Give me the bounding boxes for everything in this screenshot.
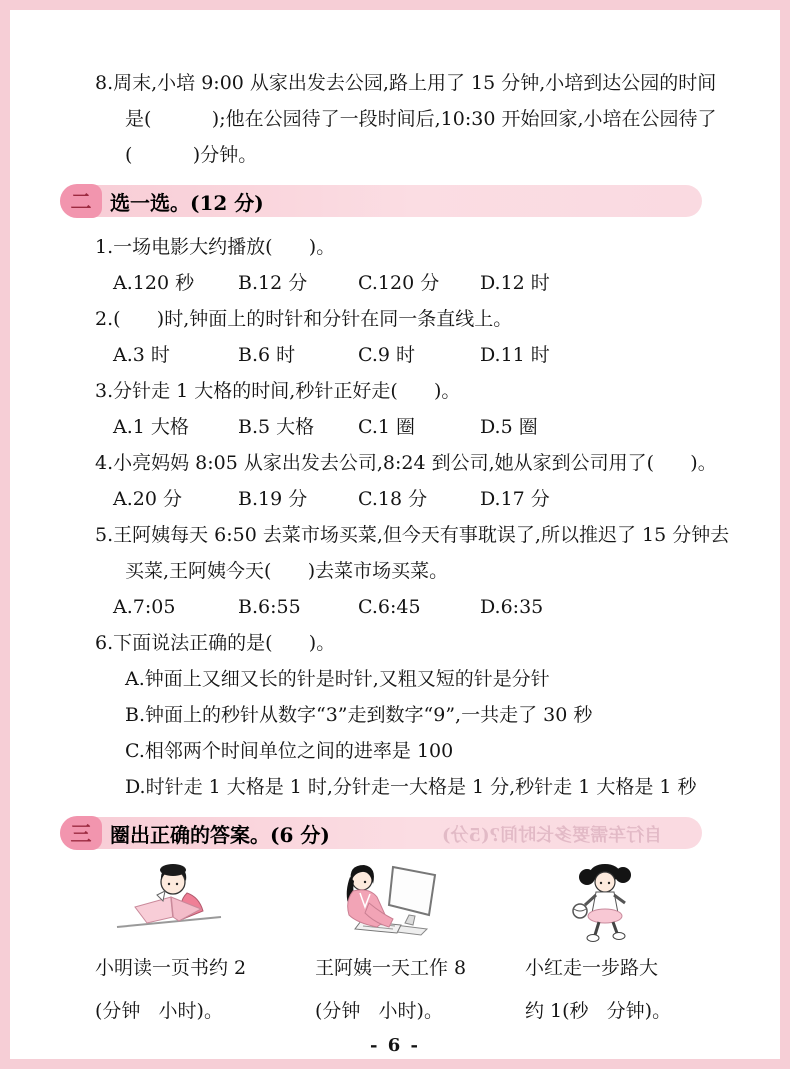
circle-item-3-caption-line-2: 约 1(秒 分钟)。 (525, 1000, 672, 1022)
option-c: C.18 分 (358, 488, 428, 510)
option-c: C.9 时 (358, 344, 416, 366)
question-5-options (113, 589, 780, 625)
option-a: A.7:05 (113, 596, 176, 618)
question-3-stem: 3.分针走 1 大格的时间,秒针正好走( )。 (95, 380, 461, 402)
question-5-stem-line-1: 5.王阿姨每天 6:50 去菜市场买菜,但今天有事耽误了,所以推迟了 15 分钟去 (95, 524, 730, 546)
option-b: B.6 时 (238, 344, 296, 366)
option-b: B.钟面上的秒针从数字“3”走到数字“9”,一共走了 30 秒 (125, 704, 593, 726)
circle-item-1-caption-line-1: 小明读一页书约 2 (95, 957, 247, 979)
option-b: B.12 分 (238, 272, 308, 294)
option-c: C.6:45 (358, 596, 421, 618)
circle-item-2-caption-line-1: 王阿姨一天工作 8 (315, 957, 467, 979)
circle-item-1 (95, 861, 315, 1031)
section-two-badge: 二 (60, 184, 102, 218)
question-1-stem: 1.一场电影大约播放( )。 (95, 236, 336, 258)
choice-question-1 (10, 229, 780, 301)
option-c: C.相邻两个时间单位之间的进率是 100 (125, 740, 454, 762)
option-d: D.12 时 (480, 272, 550, 294)
circle-item-1-caption-line-2: (分钟 小时)。 (95, 1000, 223, 1022)
woman-computer-illustration (315, 861, 525, 945)
option-d: D.6:35 (480, 596, 544, 618)
section-two-header (60, 185, 702, 217)
section-three-header (60, 817, 702, 849)
section-three-badge: 三 (60, 816, 102, 850)
option-a: A.3 时 (113, 344, 170, 366)
boy-reading-illustration (95, 861, 315, 945)
section-three-title: 圈出正确的答案。(6 分) (110, 822, 330, 847)
choice-question-2 (10, 301, 780, 373)
option-a: A.钟面上又细又长的针是时针,又粗又短的针是分针 (125, 668, 550, 690)
question-8 (10, 65, 780, 173)
choice-question-6 (10, 625, 780, 805)
question-8-line-1: 8.周末,小培 9:00 从家出发去公园,路上用了 15 分钟,小培到达公园的时间 (95, 72, 717, 94)
question-6-stem: 6.下面说法正确的是( )。 (95, 632, 336, 654)
option-d: D.17 分 (480, 488, 550, 510)
question-5-stem-line-2: 买菜,王阿姨今天( )去菜市场买菜。 (125, 560, 449, 582)
option-d: D.11 时 (480, 344, 550, 366)
section-two-title: 选一选。(12 分) (110, 190, 264, 215)
option-c: C.1 圈 (358, 416, 416, 438)
circle-item-2-caption-line-2: (分钟 小时)。 (315, 1000, 443, 1022)
question-2-options (113, 337, 780, 373)
choice-question-5 (10, 517, 780, 625)
question-1-options (113, 265, 780, 301)
choice-question-3 (10, 373, 780, 445)
option-b: B.19 分 (238, 488, 308, 510)
option-b: B.6:55 (238, 596, 301, 618)
option-a: A.120 秒 (113, 272, 195, 294)
circle-item-3 (525, 861, 780, 1031)
girl-walking-illustration (525, 861, 780, 945)
boy-reading-icon (113, 861, 225, 945)
circle-item-2 (315, 861, 525, 1031)
option-c: C.120 分 (358, 272, 440, 294)
question-8-line-3: ( )分钟。 (125, 144, 258, 166)
page-number: - 6 - (370, 1035, 420, 1056)
question-8-line-2: 是( );他在公园待了一段时间后,10:30 开始回家,小培在公园待了 (125, 108, 717, 130)
option-d: D.5 圈 (480, 416, 538, 438)
bleed-through-text: 自行车需要多长时间?(5分) (441, 825, 662, 846)
option-b: B.5 大格 (238, 416, 315, 438)
circle-item-3-caption-line-1: 小红走一步路大 (525, 957, 659, 979)
circle-answer-items (10, 861, 780, 1031)
question-4-stem: 4.小亮妈妈 8:05 从家出发去公司,8:24 到公司,她从家到公司用了( )。 (95, 452, 717, 474)
option-a: A.1 大格 (113, 416, 189, 438)
question-3-options (113, 409, 780, 445)
choice-question-4 (10, 445, 780, 517)
option-d: D.时针走 1 大格是 1 时,分针走一大格是 1 分,秒针走 1 大格是 1 秒 (125, 776, 697, 798)
question-2-stem: 2.( )时,钟面上的时针和分针在同一条直线上。 (95, 308, 513, 330)
question-4-options (113, 481, 780, 517)
option-a: A.20 分 (113, 488, 182, 510)
woman-computer-icon (329, 861, 453, 945)
girl-walking-icon (567, 861, 647, 945)
